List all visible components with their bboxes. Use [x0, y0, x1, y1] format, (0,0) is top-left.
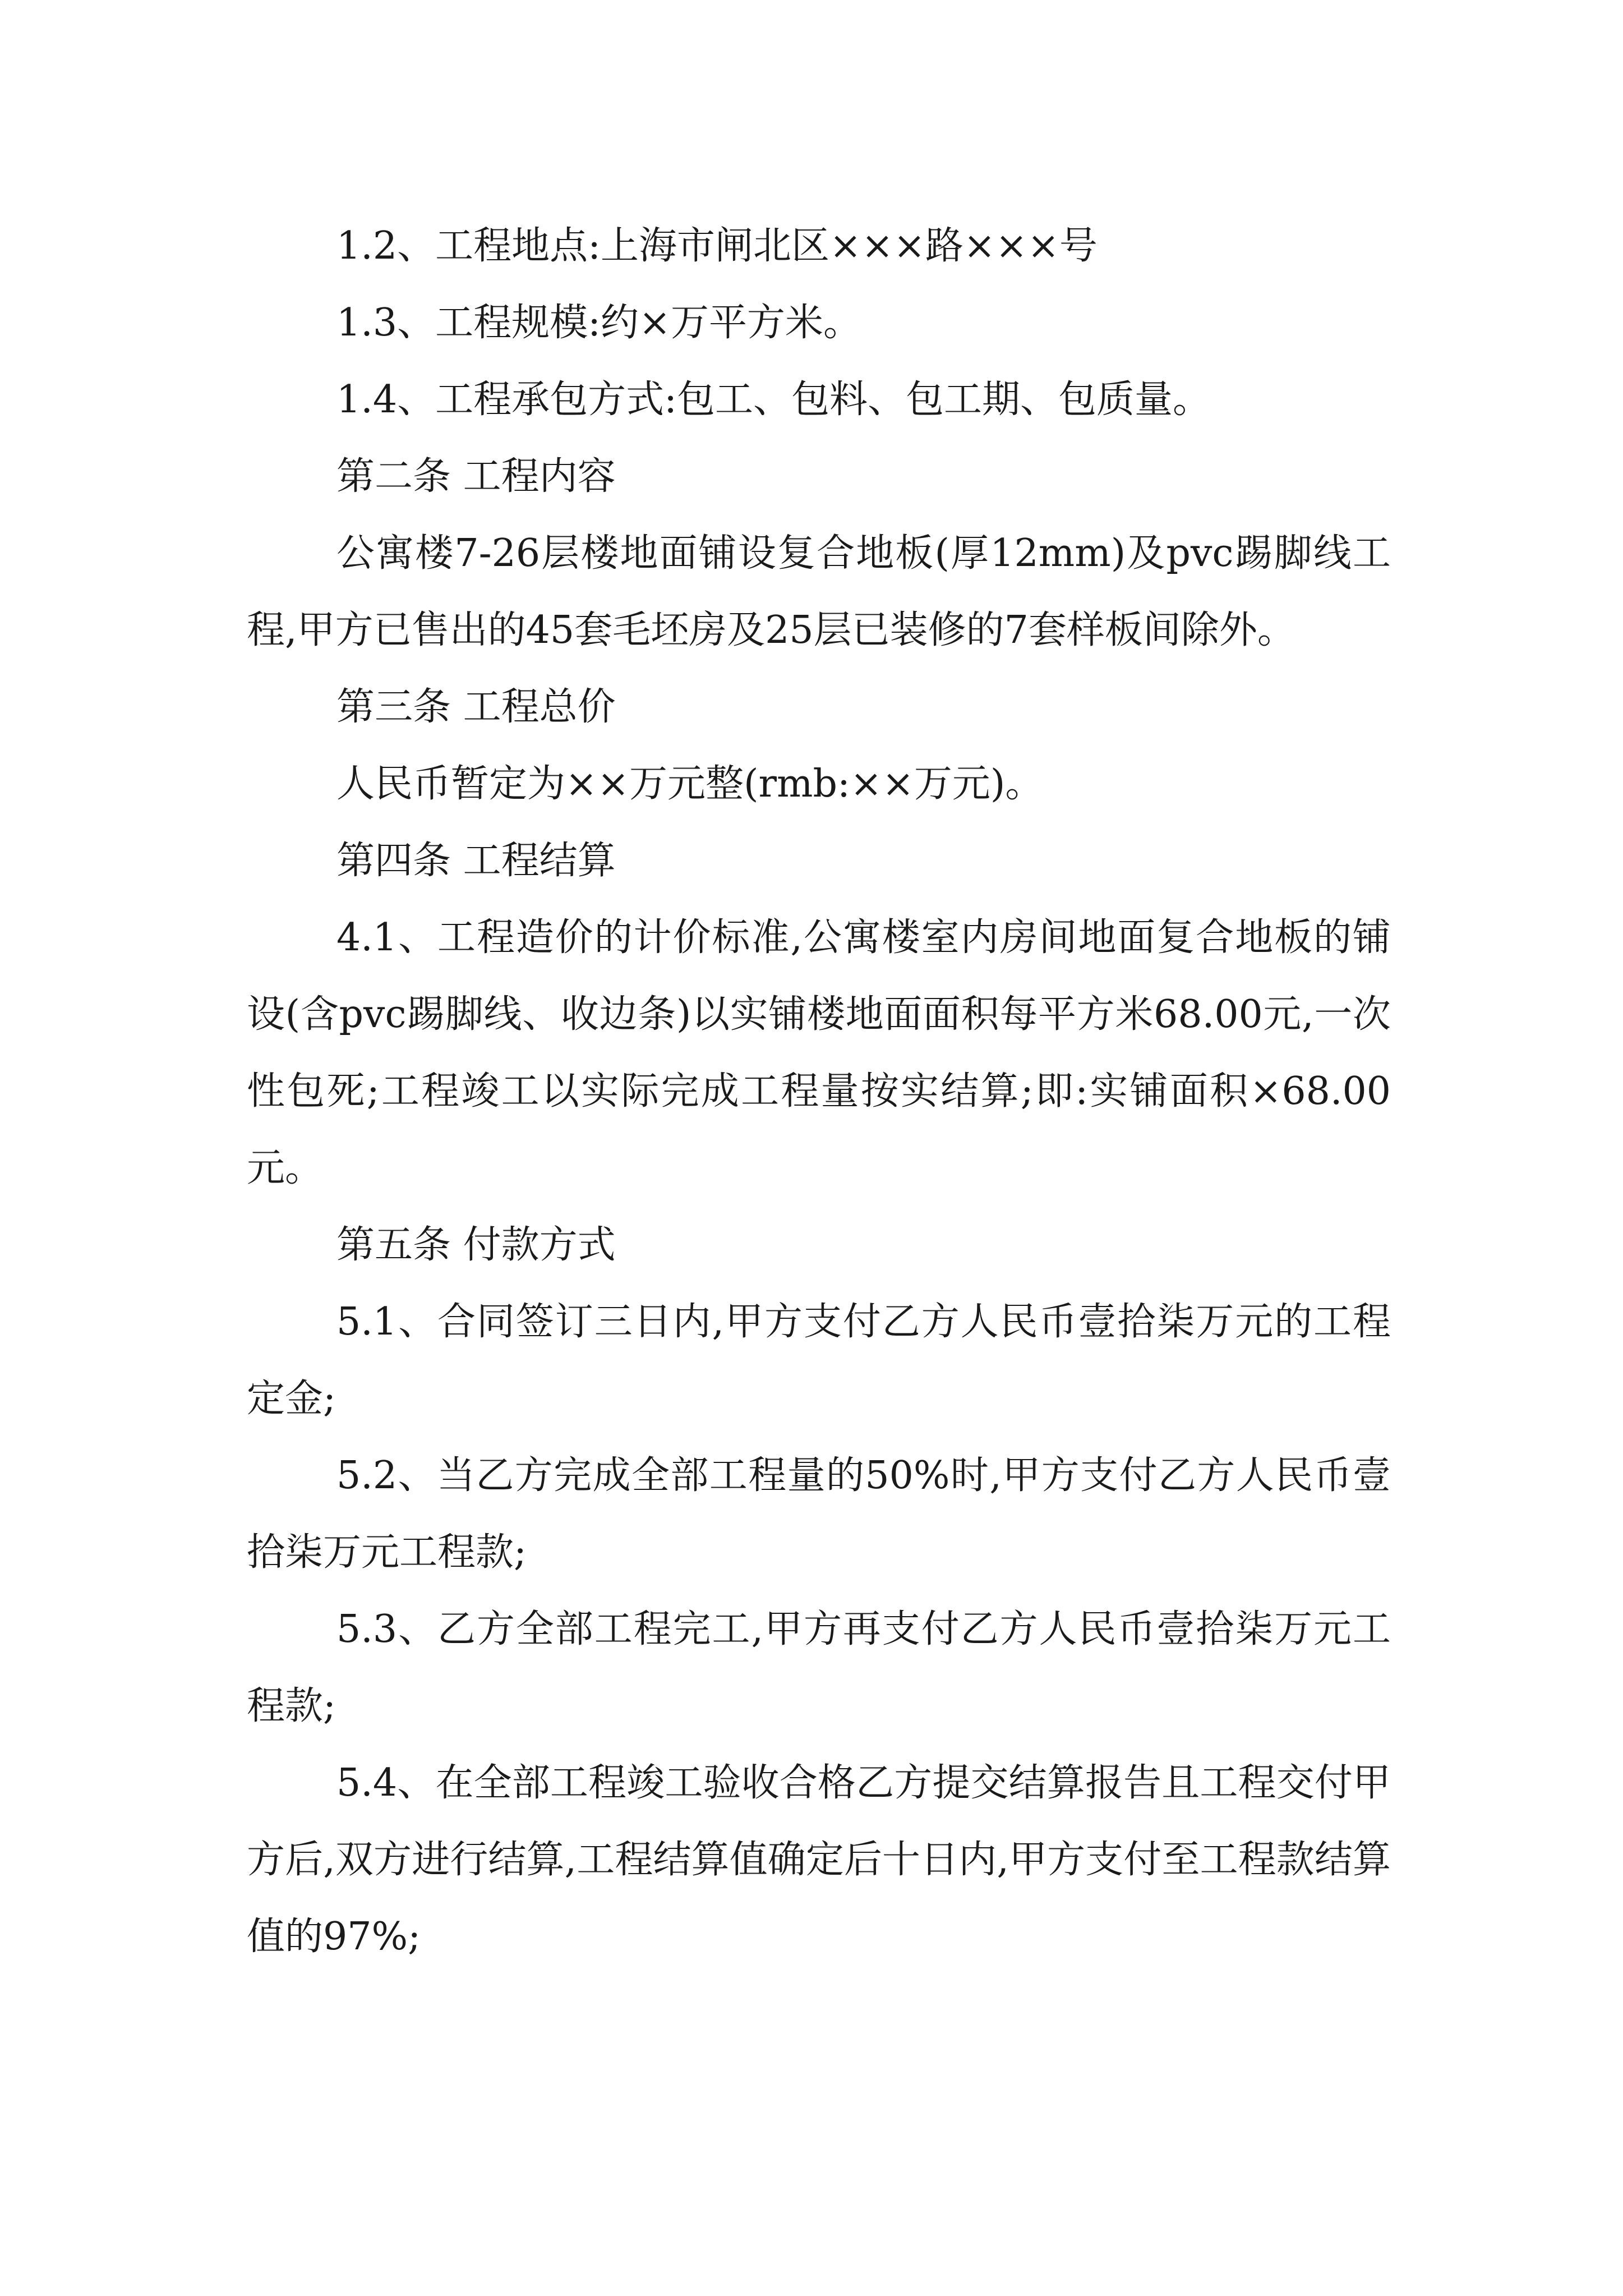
article-5-heading: 第五条 付款方式 — [336, 1223, 616, 1267]
article-3-heading: 第三条 工程总价 — [336, 685, 616, 729]
clause-5-4: 5.4、在全部工程竣工验收合格乙方提交结算报告且工程交付甲方后,双方进行结算,工程结算值确定后十日内,甲方支付至工程款结算值的97%; — [247, 1761, 1391, 1959]
article-4-heading: 第四条 工程结算 — [336, 839, 616, 883]
clause-1-3: 1.3、工程规模:约×万平方米。 — [336, 301, 862, 345]
clause-5-1: 5.1、合同签订三日内,甲方支付乙方人民币壹拾柒万元的工程定金; — [247, 1300, 1391, 1421]
article-3-body: 人民币暂定为××万元整(rmb:××万元)。 — [336, 762, 1044, 806]
article-2-heading: 第二条 工程内容 — [336, 454, 616, 499]
clause-5-2: 5.2、当乙方完成全部工程量的50%时,甲方支付乙方人民币壹拾柒万元工程款; — [247, 1453, 1391, 1575]
clause-1-4: 1.4、工程承包方式:包工、包料、包工期、包质量。 — [336, 378, 1211, 422]
document-body — [247, 208, 1391, 1975]
clause-5-3: 5.3、乙方全部工程完工,甲方再支付乙方人民币壹拾柒万元工程款; — [247, 1607, 1391, 1728]
article-2-body: 公寓楼7-26层楼地面铺设复合地板(厚12mm)及pvc踢脚线工程,甲方已售出的45套毛坯房及25层已装修的7套样板间除外。 — [247, 531, 1391, 652]
clause-1-2: 1.2、工程地点:上海市闸北区×××路×××号 — [336, 224, 1098, 268]
clause-4-1: 4.1、工程造价的计价标准,公寓楼室内房间地面复合地板的铺设(含pvc踢脚线、收边条)以实铺楼地面面积每平方米68.00元,一次性包死;工程竣工以实际完成工程量按实结算;即:实铺面积×68.00元。 — [247, 915, 1391, 1190]
